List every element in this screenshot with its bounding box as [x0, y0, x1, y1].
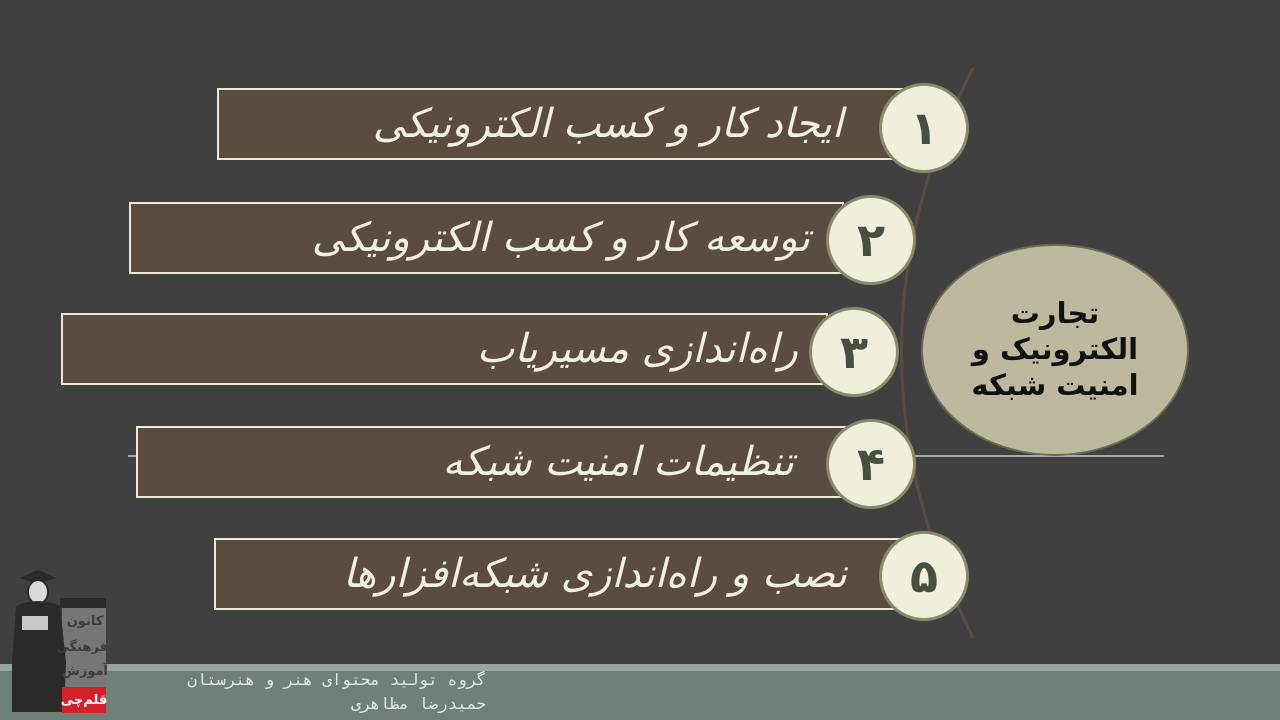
footer-credit-group: گروه تولید محتوای هنر و هنرستان: [187, 670, 486, 689]
item-number-1: ۱: [879, 83, 969, 173]
footer-credit-author: حمیدرضا مظاهری: [351, 694, 486, 713]
item-label-1: ایجاد کار و کسب الکترونیکی: [372, 101, 843, 147]
item-bar-2[interactable]: [129, 202, 844, 274]
item-label-5: نصب و راه‌اندازی شبکه‌افزارها: [342, 551, 847, 597]
logo-badge: قلم‌چی: [62, 687, 106, 713]
item-label-4: تنظیمات امنیت شبکه: [442, 439, 794, 485]
hub-title-line-1: تجارت: [1010, 296, 1100, 331]
item-number-2: ۲: [826, 195, 916, 285]
item-bar-5[interactable]: [214, 538, 901, 610]
logo-word-2: فرهنگی: [56, 640, 108, 655]
hub-title: [955, 296, 1155, 404]
item-label-3: راه‌اندازی مسیریاب: [476, 326, 798, 372]
logo-word-3: آموزش: [61, 664, 108, 679]
hub-title-line-2: الکترونیک و: [971, 332, 1139, 367]
item-number-4: ۴: [826, 419, 916, 509]
hub-circle[interactable]: [921, 244, 1189, 456]
item-bar-4[interactable]: [136, 426, 846, 498]
item-label-2: توسعه کار و کسب الکترونیکی: [311, 215, 810, 261]
item-bar-3[interactable]: [61, 313, 828, 385]
hub-title-line-3: امنیت شبکه: [971, 367, 1139, 402]
item-number-5: ۵: [879, 531, 969, 621]
item-number-3: ۳: [809, 307, 899, 397]
item-bar-1[interactable]: [217, 88, 903, 160]
logo-word-1: کانون: [66, 614, 104, 629]
